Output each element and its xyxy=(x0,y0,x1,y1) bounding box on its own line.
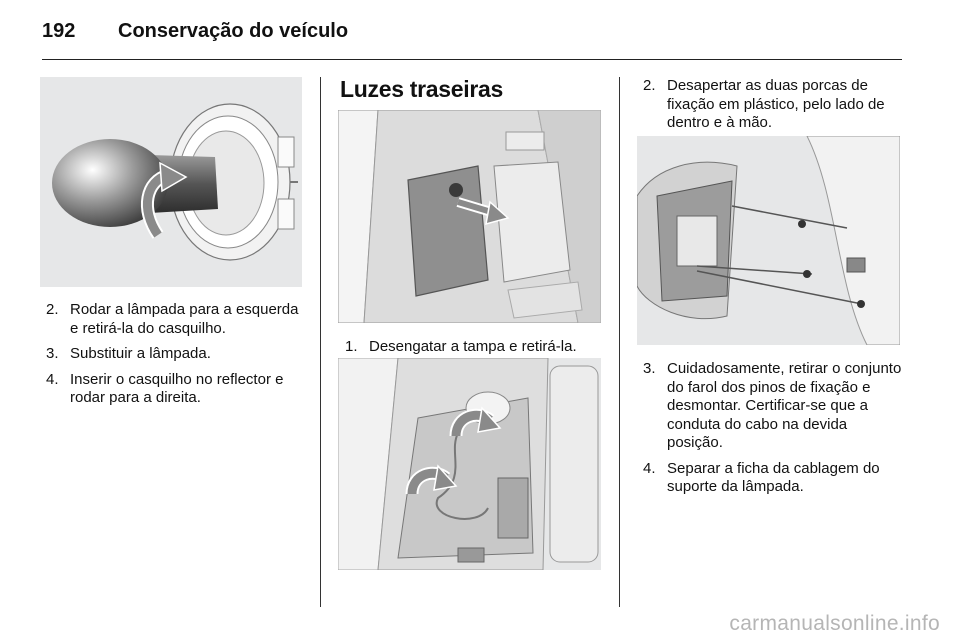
list-item: 2. Rodar a lâmpada para a esquerda e retirá-la do casquilho. xyxy=(46,301,299,337)
list-item: 3. Cuidadosamente, retirar o conjunto do farol dos pinos de fixação e desmontar. Certificar-se que a conduta do cabo na devida posição. xyxy=(643,360,902,451)
left-steps-list xyxy=(46,301,308,415)
header-rule xyxy=(42,59,902,60)
list-item: 3. Substituir a lâmpada. xyxy=(46,345,211,362)
page-title: Conservação do veículo xyxy=(118,20,349,42)
list-item: 2. Desapertar as duas porcas de fixação em plástico, pelo lado de dentro e à mão. xyxy=(643,77,885,131)
figure-trunk-cover xyxy=(338,110,601,323)
fixing-nuts-illustration xyxy=(637,136,900,345)
list-item: 1. Desengatar a tampa e retirá-la. xyxy=(345,338,577,355)
column-divider-left xyxy=(320,77,321,607)
page-header xyxy=(42,20,900,50)
figure-lamp-housing xyxy=(338,358,601,570)
figure-fixing-nuts xyxy=(637,136,900,345)
column-divider-right xyxy=(619,77,620,607)
figure-bulb-socket xyxy=(40,77,302,287)
watermark: carmanualsonline.info xyxy=(729,612,940,635)
trunk-cover-illustration xyxy=(338,110,601,323)
list-item: 4. Separar a ficha da cablagem do suporte da lâmpada. xyxy=(643,459,880,495)
right-steps-top xyxy=(643,77,905,140)
bulb-socket-illustration xyxy=(40,77,302,287)
right-steps-bottom xyxy=(643,360,905,504)
section-title: Luzes traseiras xyxy=(340,76,503,102)
list-item: 4. Inserir o casquilho no reflector e rodar para a direita. xyxy=(46,370,284,406)
lamp-housing-illustration xyxy=(338,358,601,570)
page-number: 192 xyxy=(42,20,76,42)
